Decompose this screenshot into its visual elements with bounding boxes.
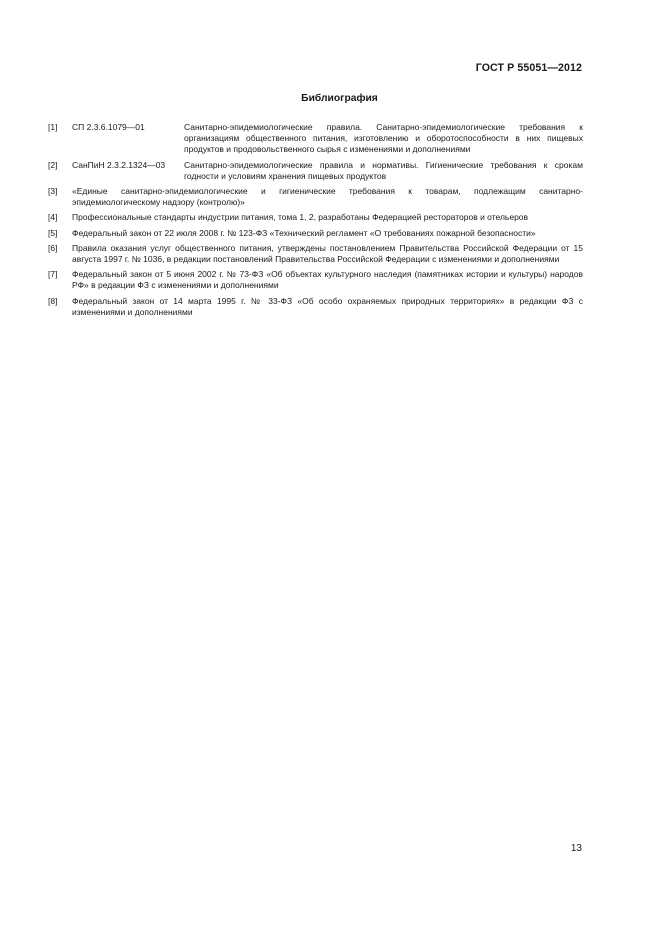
entry-text: «Единые санитарно-эпидемиологические и гигиенические требования к товарам, подлежащим санитарно-эпидемиологическому надзору (контролю)» (72, 186, 583, 208)
bibliography-entry-1 (48, 122, 583, 156)
entry-number: [1] (48, 122, 58, 132)
entry-number: [3] (48, 186, 58, 197)
entry-text: Федеральный закон от 14 марта 1995 г. № 33-ФЗ «Об особо охраняемых природных территориях» в редакции ФЗ с изменениями и дополнениями (72, 295, 583, 317)
entry-text: Правила оказания услуг общественного питания, утверждены постановлением Правительства Российской Федерации от 15 августа 1997 г. № 1036, в редакции постановлений Правительства Российской Федерации с изменениями и дополнениями (72, 242, 583, 265)
standard-number: ГОСТ Р 55051—2012 (475, 62, 582, 74)
bibliography-entry-4 (48, 212, 583, 223)
bibliography-list (48, 122, 583, 322)
section-title: Библиография (301, 93, 378, 104)
entry-text: Санитарно-эпидемиологические правила. Санитарно-эпидемиологические требования к организациям общественного питания, изготовлению и оборотоспособности в них пищевых продуктов и продовольственного сырья с изменениями и дополнениями (184, 122, 583, 155)
entry-number: [5] (48, 227, 58, 238)
bibliography-entry-8 (48, 296, 583, 318)
page-number: 13 (570, 843, 582, 854)
bibliography-entry-6 (48, 243, 583, 265)
entry-number: [6] (48, 242, 58, 253)
entry-number: [4] (48, 212, 58, 223)
entry-text: Профессиональные стандарты индустрии питания, тома 1, 2, разработаны Федерацией рестораторов и отельеров (72, 212, 529, 223)
entry-code: СП 2.3.6.1079—01 (72, 122, 145, 132)
entry-text: Санитарно-эпидемиологические правила и нормативы. Гигиенические требования к срокам годности и условиям хранения пищевых продуктов (184, 159, 583, 181)
bibliography-entry-2 (48, 160, 583, 182)
entry-number: [7] (48, 269, 58, 280)
entry-text: Федеральный закон от 5 июня 2002 г. № 73-ФЗ «Об объектах культурного наследия (памятниках истории и культуры) народов РФ» в редакции ФЗ с изменениями и дополнениями (72, 269, 583, 291)
entry-code: СанПиН 2.3.2.1324—03 (72, 159, 166, 170)
entry-text: Федеральный закон от 22 июля 2008 г. № 123-ФЗ «Технический регламент «О требованиях пожарной безопасности» (72, 227, 536, 238)
entry-number: [2] (48, 159, 58, 170)
bibliography-entry-5 (48, 228, 583, 239)
bibliography-entry-3 (48, 186, 583, 208)
entry-number: [8] (48, 295, 58, 306)
bibliography-entry-7 (48, 269, 583, 291)
